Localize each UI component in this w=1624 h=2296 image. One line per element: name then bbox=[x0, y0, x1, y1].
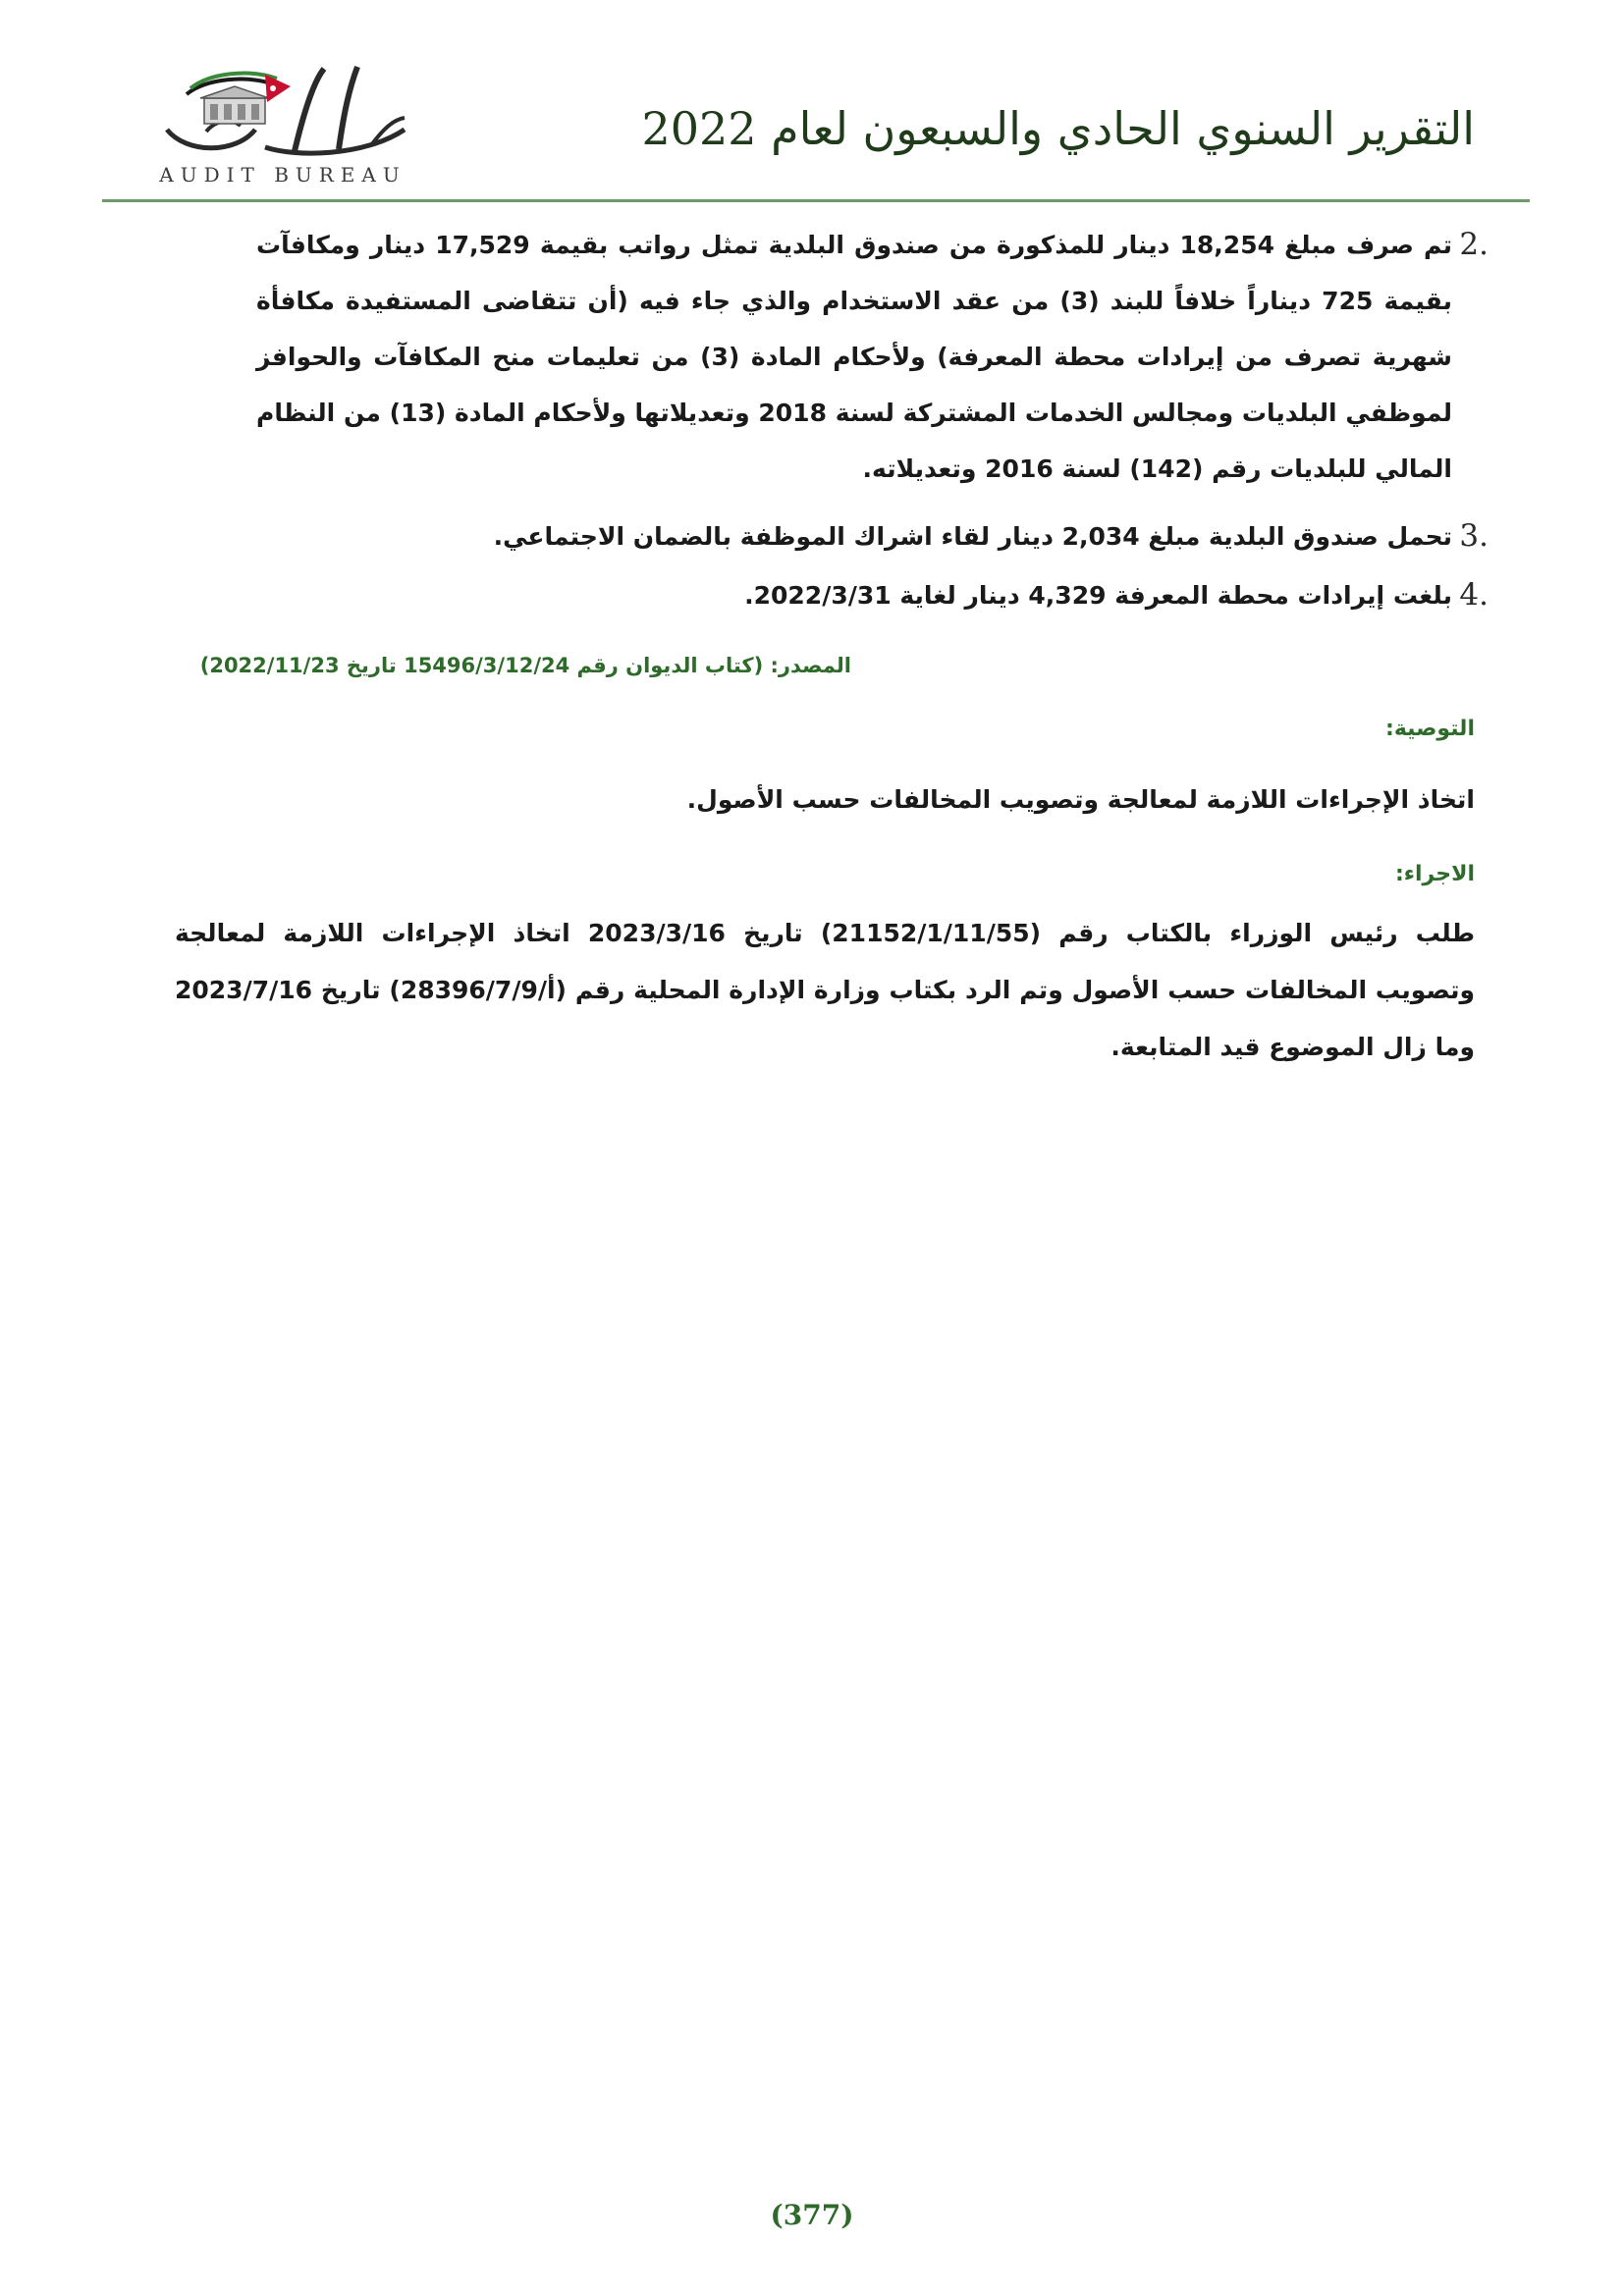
list-item: بلغت إيرادات محطة المعرفة 4,329 دينار لغاية 2022/3/31. bbox=[744, 581, 1452, 610]
item-number: 3. bbox=[1459, 518, 1489, 554]
list-item: تحمل صندوق البلدية مبلغ 2,034 دينار لقاء اشراك الموظفة بالضمان الاجتماعي. bbox=[493, 522, 1452, 551]
report-title: التقرير السنوي الحادي والسبعون لعام 2022 bbox=[641, 102, 1475, 155]
header-divider bbox=[102, 199, 1530, 202]
list-item: تم صرف مبلغ 18,254 دينار للمذكورة من صندوق البلدية تمثل رواتب بقيمة 17,529 دينار ومكافآت بقيمة 725 ديناراً خلافاً للبند (3) من عقد الاستخدام والذي جاء فيه (أن تتقاضى المستفيدة مكافأة شهرية تصرف من إيرادات محطة المعرفة) ولأحكام المادة (3) من تعليمات منح المكافآت والحوافز لموظفي البلديات ومجالس الخدمات المشتركة لسنة 2018 وتعديلاتها ولأحكام المادة (13) من النظام المالي للبلديات رقم (142) لسنة 2016 وتعديلاته. bbox=[256, 231, 1453, 483]
audit-bureau-logo bbox=[147, 61, 418, 187]
logo-english-text: AUDIT BUREAU bbox=[159, 163, 406, 187]
item-number: 4. bbox=[1459, 577, 1489, 613]
page-number: (377) bbox=[770, 2199, 854, 2231]
recommendation-text: اتخاذ الإجراءات اللازمة لمعالجة وتصويب المخالفات حسب الأصول. bbox=[686, 785, 1475, 814]
action-heading: الاجراء: bbox=[1394, 862, 1475, 886]
source-citation: المصدر: (كتاب الديوان رقم 15496/3/12/24 تاريخ 2022/11/23) bbox=[199, 654, 851, 677]
audit-bureau-emblem-icon bbox=[147, 61, 418, 163]
recommendation-heading: التوصية: bbox=[1385, 717, 1475, 741]
item-number: 2. bbox=[1459, 227, 1489, 262]
action-text: طلب رئيس الوزراء بالكتاب رقم (21152/1/11/55) تاريخ 2023/3/16 اتخاذ الإجراءات اللازمة لمعالجة وتصويب المخالفات حسب الأصول وتم الرد بكتاب وزارة الإدارة المحلية رقم (أ/28396/7/9) تاريخ 2023/7/16 وما زال الموضوع قيد المتابعة. bbox=[175, 919, 1476, 1061]
